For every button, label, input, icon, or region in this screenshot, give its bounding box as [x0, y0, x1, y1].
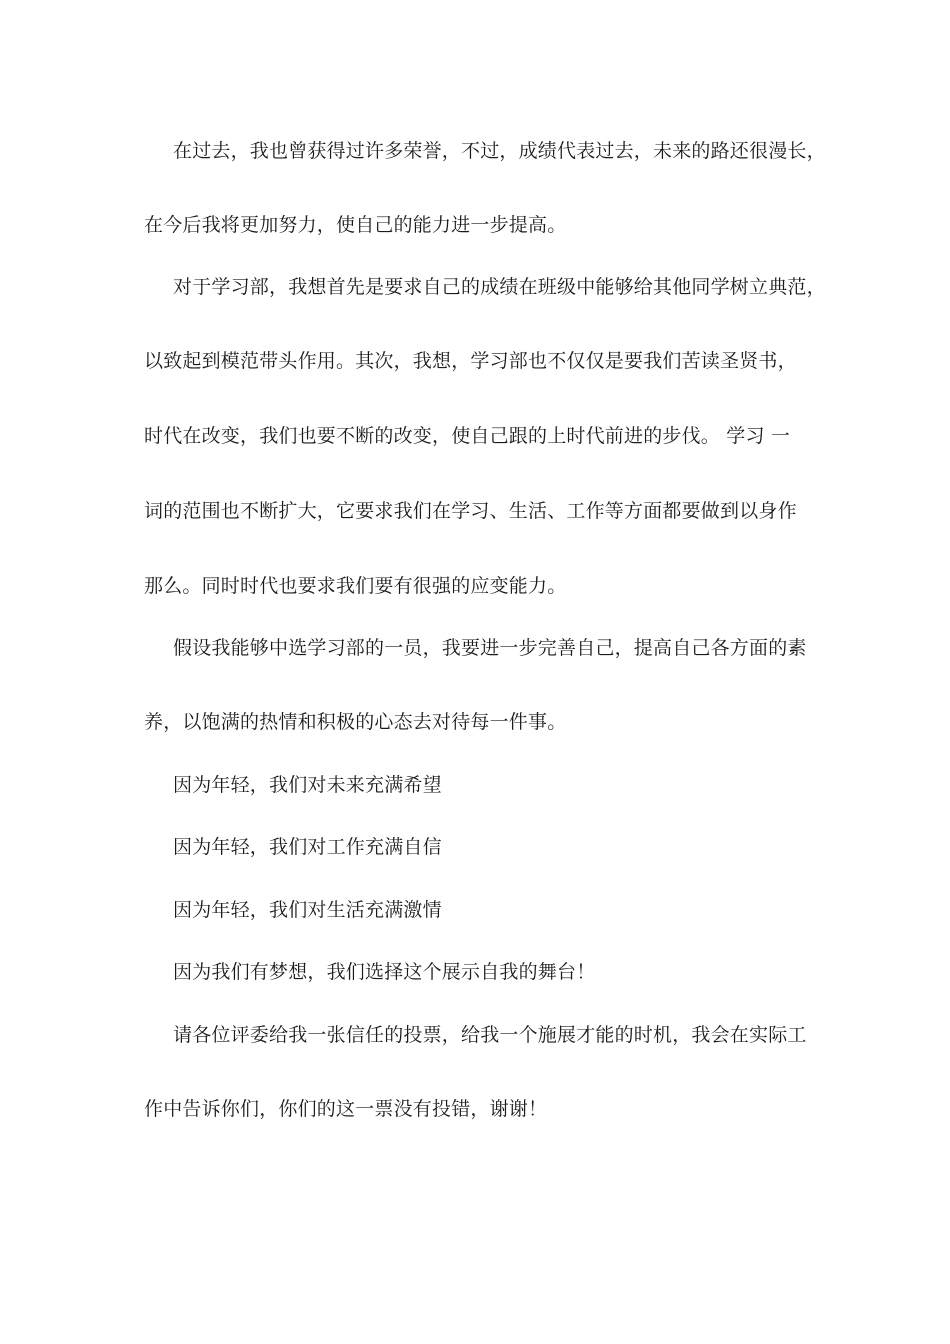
paragraph-line: 因为年轻，我们对未来充满希望: [173, 774, 442, 796]
paragraph-line: 时代在改变，我们也要不断的改变，使自己跟的上时代前进的步伐。 学习 一: [144, 425, 791, 447]
paragraph-line: 请各位评委给我一张信任的投票，给我一个施展才能的时机，我会在实际工: [173, 1024, 807, 1046]
paragraph-line: 因为我们有梦想，我们选择这个展示自我的舞台！: [173, 961, 596, 983]
paragraph-line: 那么。同时时代也要求我们要有很强的应变能力。: [144, 575, 567, 597]
paragraph-line: 作中告诉你们，你们的这一票没有投错，谢谢！: [144, 1098, 548, 1120]
paragraph-line: 假设我能够中选学习部的一员，我要进一步完善自己，提高自己各方面的素: [173, 637, 807, 659]
paragraph-line: 以致起到模范带头作用。其次，我想，学习部也不仅仅是要我们苦读圣贤书，: [144, 350, 797, 372]
paragraph-line: 养，以饱满的热情和积极的心态去对待每一件事。: [144, 711, 567, 733]
paragraph-line: 在过去，我也曾获得过许多荣誉，不过，成绩代表过去，未来的路还很漫长，: [173, 140, 826, 162]
paragraph-line: 因为年轻，我们对工作充满自信: [173, 836, 442, 858]
paragraph-line: 在今后我将更加努力，使自己的能力进一步提高。: [144, 214, 567, 236]
paragraph-line: 词的范围也不断扩大，它要求我们在学习、生活、工作等方面都要做到以身作: [144, 500, 797, 522]
paragraph-line: 因为年轻，我们对生活充满激情: [173, 899, 442, 921]
paragraph-line: 对于学习部，我想首先是要求自己的成绩在班级中能够给其他同学树立典范，: [173, 276, 826, 298]
